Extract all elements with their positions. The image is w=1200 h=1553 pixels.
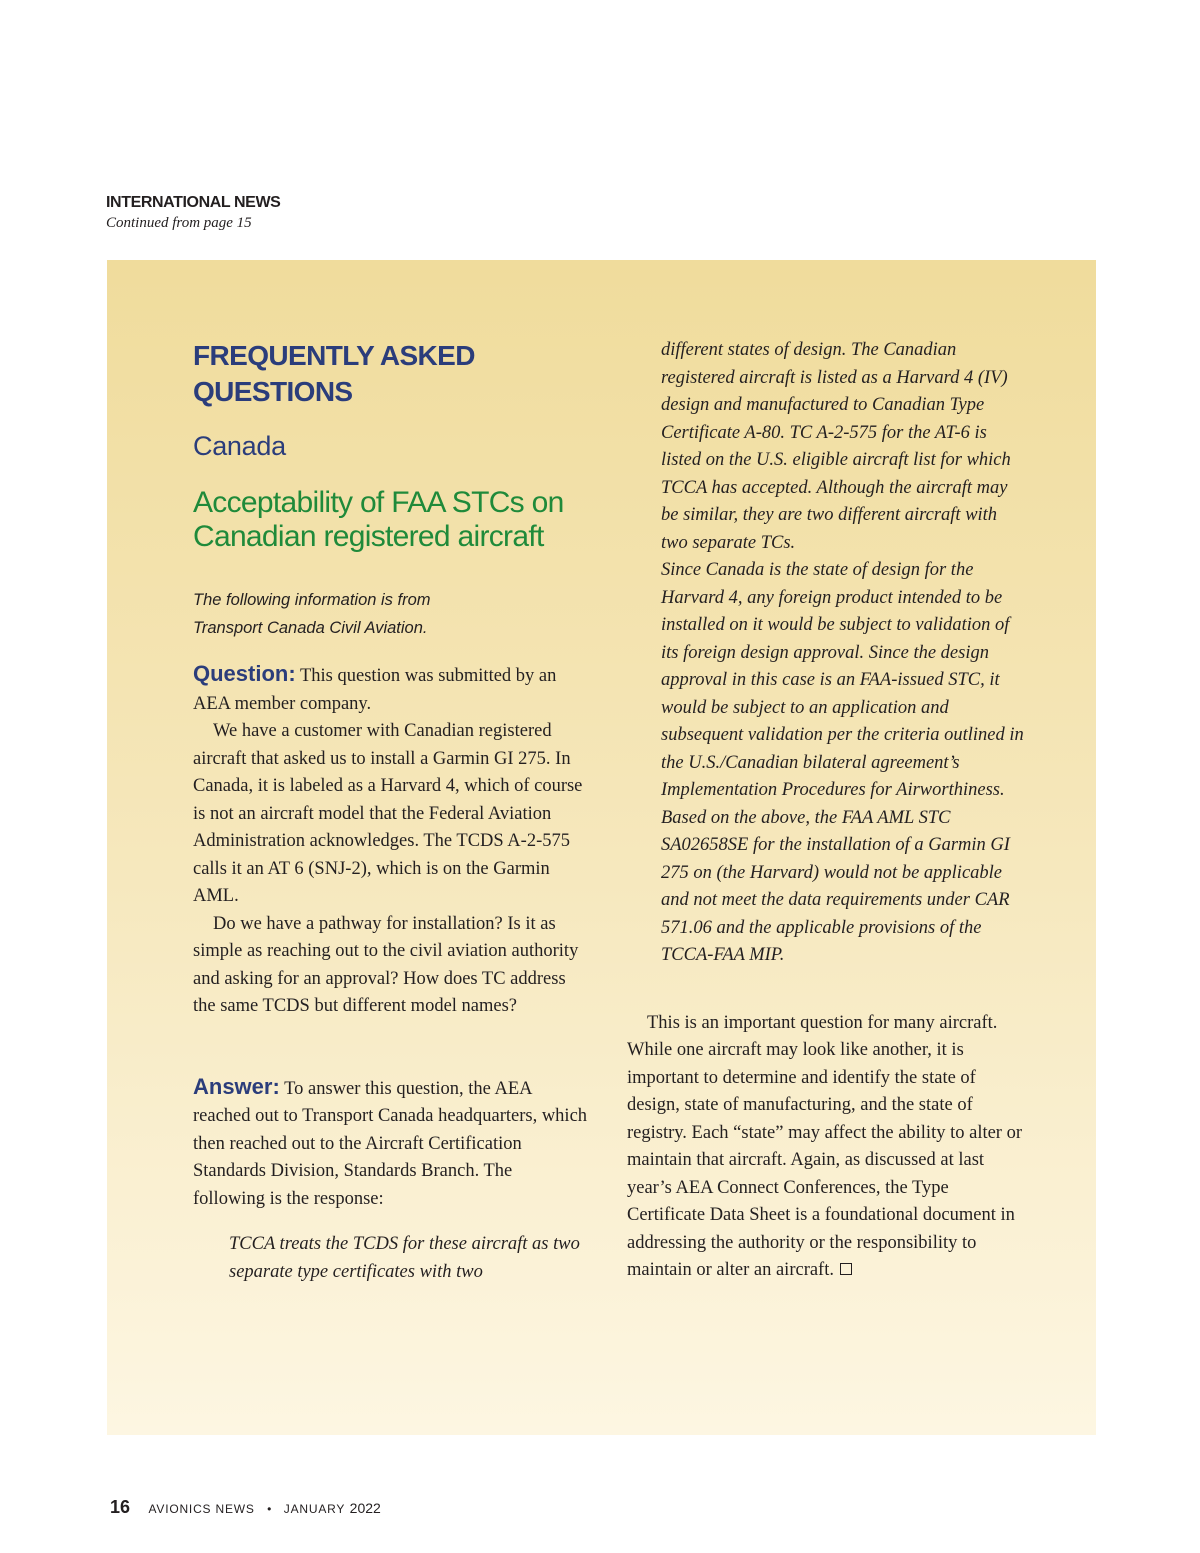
question-intro-paragraph [193,660,588,718]
article-headline [193,486,588,554]
answer-intro-paragraph [193,1073,588,1214]
publication-name: AVIONICS NEWS [148,1502,255,1516]
square-end-mark-icon [840,1263,852,1275]
answer-intro: To answer this question, the AEA reached out to Transport Canada headquarters, which then reached out to the Aircraft Certification Standards Division, Standards Branch. The following is the response: [193,1078,588,1209]
response-quote-start: TCCA treats the TCDS for these aircraft as two separate type certificates with two [229,1234,580,1282]
headline-line-1: Acceptability of FAA STCs on [193,486,564,519]
response-quote-paragraph-2: Since Canada is the state of design for the Harvard 4, any foreign product intended to be installed on it would be subject to validation of its foreign design approval. Since the design approval in this case is an FAA-issued STC, it would be subject to an application and subsequent validation per the criteria outlined in the U.S./Canadian bilateral agreement’s Implementation Procedures for Airworthiness. [661,560,1024,800]
source-line-1: The following information is from [193,591,431,609]
headline-line-2: Canadian registered aircraft [193,520,544,553]
question-intro: This question was submitted by an AEA member company. [193,666,557,714]
question-paragraph-1: We have a customer with Canadian registered aircraft that asked us to install a Garmin GI 275. In Canada, it is labeled as a Harvard 4, which of course is not an aircraft model that the Federal Aviation Administration acknowledges. The TCDS A-2-575 calls it an AT 6 (SNJ-2), which is on the Garmin AML. [193,721,583,906]
page-footer [110,1497,381,1518]
faq-title-line-1: FREQUENTLY ASKED [193,340,475,371]
closing-commentary [627,1010,1027,1285]
answer-block [193,1073,588,1287]
sidebar-left-column [193,338,588,1286]
source-line-2: Transport Canada Civil Aviation. [193,619,428,637]
section-title: INTERNATIONAL NEWS [106,194,281,211]
faq-title-line-2: QUESTIONS [193,376,353,407]
question-block [193,660,588,1021]
question-label: Question: [193,661,296,686]
page-number: 16 [110,1497,131,1517]
response-quote-paragraph-1: different states of design. The Canadian registered aircraft is listed as a Harvard 4 (IV) design and manufactured to Canadian Type Certificate A-80. TC A-2-575 for the AT-6 is listed on the U.S. eligible aircraft list for which TCCA has accepted. Although the aircraft may be similar, they are two different aircraft with two separate TCs. [661,340,1011,553]
answer-label: Answer: [193,1073,280,1099]
sidebar-right-column [627,337,1027,1285]
closing-paragraph [627,1010,1027,1285]
question-paragraph-2: Do we have a pathway for installation? Is it as simple as reaching out to the civil aviation authority and asking for an approval? How does TC address the same TCDS but different model names? [193,913,579,1016]
response-quote-paragraph-3: Based on the above, the FAA AML STC SA02658SE for the installation of a Garmin GI 275 on (the Harvard) would not be applicable and not meet the data requirements under CAR 571.06 and the applicable provisions of the TCCA-FAA MIP. [661,807,1010,965]
section-header [106,193,280,233]
source-note [193,586,588,642]
country-heading: Canada [193,431,286,461]
footer-separator: • [267,1502,272,1516]
continued-note: Continued from page 15 [106,215,252,231]
issue-year: 2022 [349,1500,381,1516]
faq-title [193,338,588,410]
closing-text: This is an important question for many aircraft. While one aircraft may look like another, it is important to determine and identify the state of design, state of manufacturing, and the state of registry. Each “state” may affect the ability to alter or maintain that aircraft. Again, as discussed at last year’s AEA Connect Conferences, the Type Certificate Data Sheet is a foundational document in addressing the authority or the responsibility to maintain or alter an aircraft. [627,1012,1023,1280]
response-quote-continued [627,337,1027,970]
issue-month: JANUARY [283,1502,346,1516]
